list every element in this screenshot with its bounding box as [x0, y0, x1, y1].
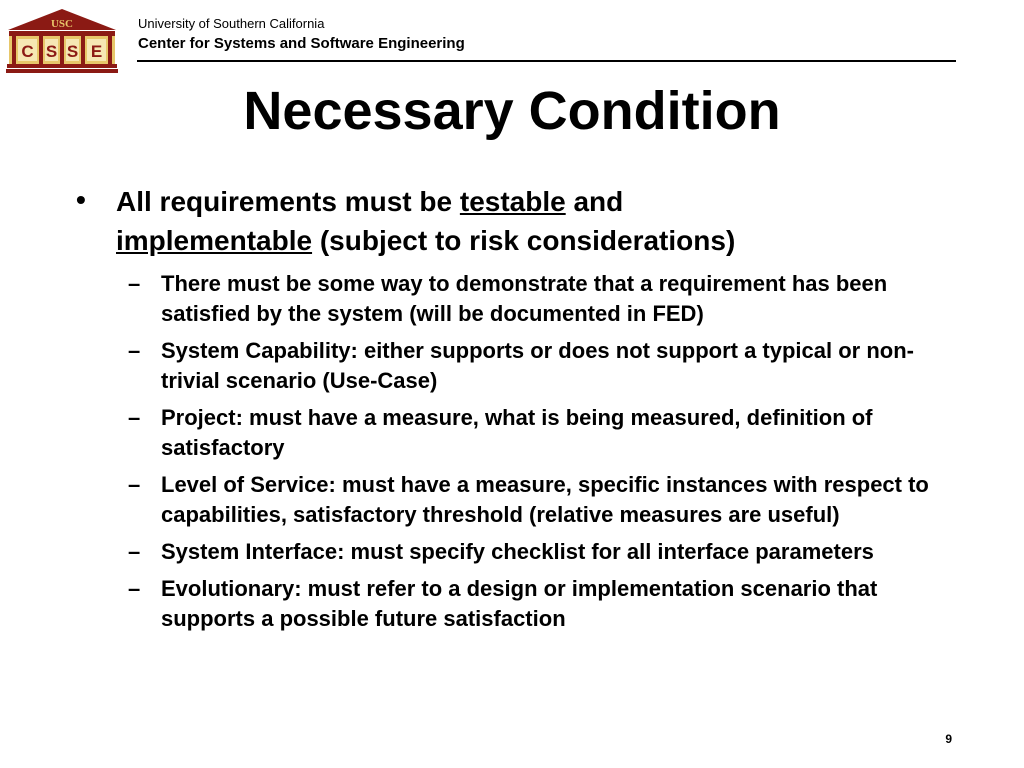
- logo-letter-s: S: [45, 42, 58, 61]
- logo-column: [60, 36, 64, 64]
- slide-title: Necessary Condition: [243, 81, 781, 141]
- organization-name: University of Southern California: [138, 16, 325, 31]
- sub-bullet: [128, 537, 958, 567]
- logo-column: [81, 36, 85, 64]
- dash-glyph: –: [128, 271, 141, 296]
- underlined-implementable: implementable: [116, 225, 313, 256]
- logo-column: [108, 36, 112, 64]
- logo-usc-text: USC: [50, 18, 74, 30]
- sub-bullet-text: There must be some way to demonstrate that a requirement has been satisfied by the system (will be documented in FED): [161, 271, 888, 326]
- page-number: 9: [945, 732, 952, 746]
- logo-column: [12, 36, 16, 64]
- dash-glyph: –: [128, 539, 141, 564]
- logo-letter-s: S: [66, 42, 79, 61]
- dash-glyph: –: [128, 576, 141, 601]
- sub-bullet: [128, 403, 958, 463]
- csse-logo-graphic: [6, 8, 118, 74]
- sub-bullet-text: Project: must have a measure, what is being measured, definition of satisfactory: [161, 405, 873, 460]
- header-divider: [137, 60, 956, 62]
- main-bullet-text: All requirements must be: [116, 186, 460, 217]
- sub-bullet: [128, 470, 958, 530]
- bullet-glyph: •: [76, 184, 86, 215]
- sub-bullet-text: Evolutionary: must refer to a design or implementation scenario that supports a possible future satisfaction: [161, 576, 878, 631]
- sub-bullet-text: System Interface: must specify checklist for all interface parameters: [161, 539, 874, 564]
- sub-bullet-list: [128, 269, 958, 641]
- logo-column: [39, 36, 43, 64]
- logo-letter-c: C: [21, 42, 34, 61]
- main-bullet-text: and: [565, 186, 624, 217]
- logo-letter-e: E: [90, 42, 103, 61]
- sub-bullet-text: System Capability: either supports or does not support a typical or non-trivial scenario (Use-Case): [161, 338, 914, 393]
- sub-bullet: [128, 574, 958, 634]
- logo-base-step: [6, 69, 118, 73]
- sub-bullet-text: Level of Service: must have a measure, specific instances with respect to capabilities, satisfactory threshold (relative measures are useful): [161, 472, 929, 527]
- sub-bullet: [128, 269, 958, 329]
- center-name: Center for Systems and Software Engineering: [138, 35, 465, 52]
- logo-entablature: [9, 31, 115, 36]
- dash-glyph: –: [128, 472, 141, 497]
- sub-bullet: [128, 336, 958, 396]
- dash-glyph: –: [128, 338, 141, 363]
- main-bullet: [116, 182, 916, 260]
- main-bullet-text: (subject to risk considerations): [312, 225, 736, 256]
- underlined-testable: testable: [459, 186, 566, 217]
- dash-glyph: –: [128, 405, 141, 430]
- logo-base-step: [7, 64, 117, 68]
- csse-logo: [6, 8, 118, 74]
